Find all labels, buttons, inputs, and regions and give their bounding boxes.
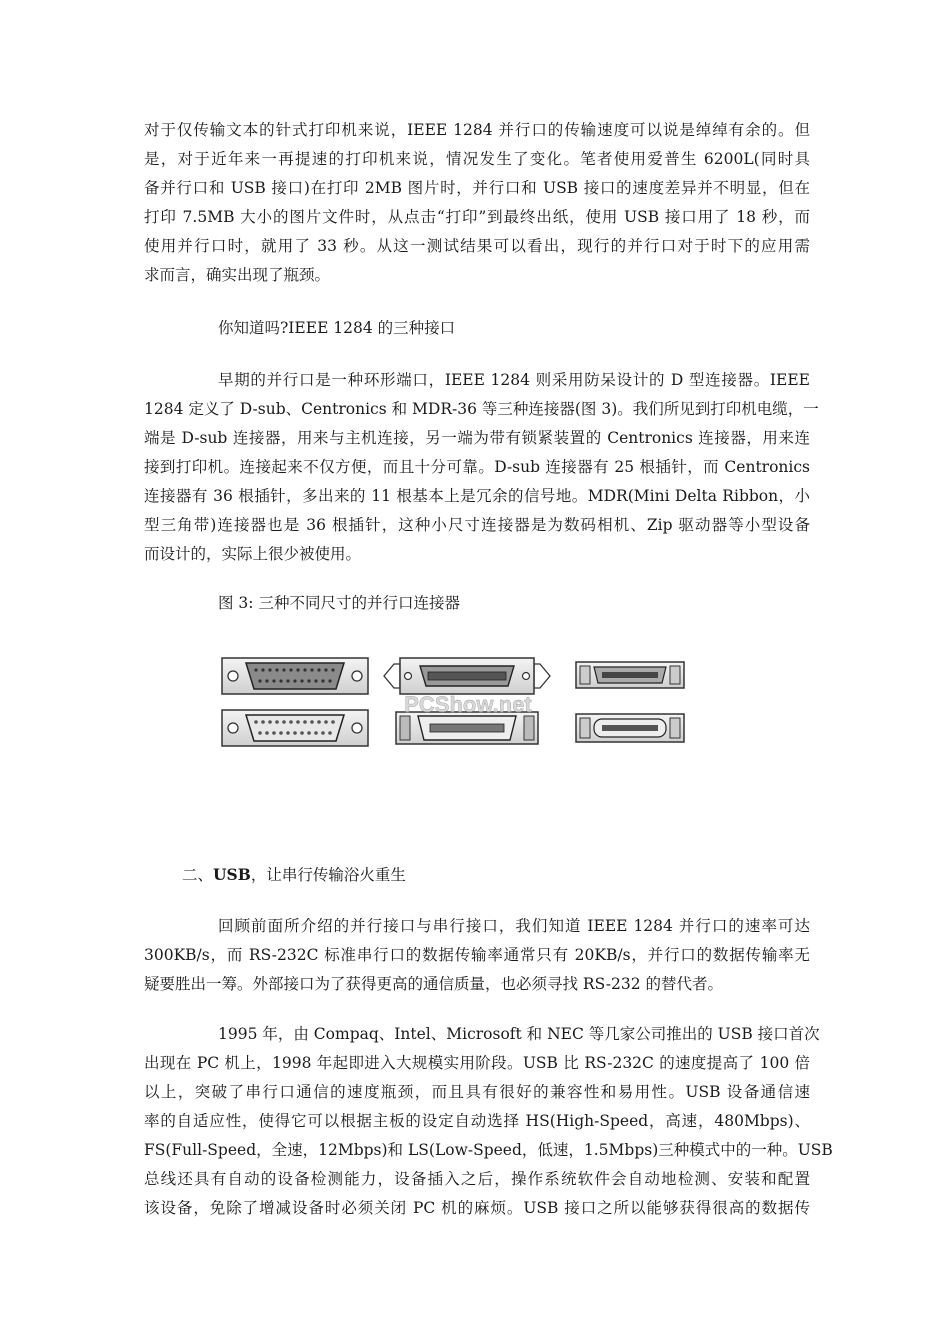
section-prefix: 二、 <box>182 866 214 884</box>
text-line: 该设备，免除了增减设备时必须关闭 PC 机的麻烦。USB 接口之所以能够获得很高的数据传 <box>144 1199 810 1217</box>
paragraph-printer-speed <box>144 116 810 290</box>
text-line: 1284 定义了 D-sub、Centronics 和 MDR-36 等三种连接器(图 3)。我们所见到打印机电缆，一 <box>144 400 819 418</box>
text-line: FS(Full-Speed，全速，12Mbps)和 LS(Low-Speed，低速，1.5Mbps)三种模式中的一种。USB <box>144 1141 833 1159</box>
mdr36-connector-bottom <box>576 714 684 742</box>
text-line: 总线还具有自动的设备检测能力，设备插入之后，操作系统软件会自动地检测、安装和配置 <box>144 1170 810 1188</box>
subheading-did-you-know: 你知道吗?IEEE 1284 的三种接口 <box>218 319 456 337</box>
section-suffix: ，让串行传输浴火重生 <box>250 866 406 884</box>
text-line: 出现在 PC 机上，1998 年起即进入大规模实用阶段。USB 比 RS-232C 的速度提高了 100 倍 <box>144 1054 810 1072</box>
text-line: 率的自适应性，使得它可以根据主板的设定自动选择 HS(High-Speed，高速，480Mbps)、 <box>144 1112 810 1130</box>
mdr36-connector-top <box>576 662 684 688</box>
dsub-connector-bottom <box>222 710 368 746</box>
connectors-figure <box>218 652 696 752</box>
dsub-connector-top <box>222 658 368 694</box>
centronics-connector-top <box>384 658 550 694</box>
text-line: 早期的并行口是一种环形端口，IEEE 1284 则采用防呆设计的 D 型连接器。IEEE <box>218 371 810 389</box>
text-line: 端是 D-sub 连接器，用来与主机连接，另一端为带有锁紧装置的 Centronics 连接器，用来连 <box>144 429 810 447</box>
text-line: 是，对于近年来一再提速的打印机来说，情况发生了变化。笔者使用爱普生 6200L(同时具 <box>144 150 810 168</box>
text-line: 对于仅传输文本的针式打印机来说，IEEE 1284 并行口的传输速度可以说是绰绰有余的。但 <box>144 121 810 139</box>
text-line: 型三角带)连接器也是 36 根插针，这种小尺寸连接器是为数码相机、Zip 驱动器等小型设备 <box>144 516 810 534</box>
paragraph-ieee1284-connectors <box>144 366 819 569</box>
paragraph-serial-vs-parallel <box>144 912 810 999</box>
section-bold-usb: USB <box>213 865 251 884</box>
text-line: 300KB/s，而 RS-232C 标准串行口的数据传输率通常只有 20KB/s，并行口的数据传输率无 <box>144 946 810 964</box>
text-line: 打印 7.5MB 大小的图片文件时，从点击“打印”到最终出纸，使用 USB 接口用了 18 秒，而 <box>144 208 810 226</box>
connectors-illustration <box>218 652 696 752</box>
watermark-text: PCShow.net <box>404 692 532 717</box>
section-heading-usb <box>182 860 406 890</box>
figure-caption: 图 3: 三种不同尺寸的并行口连接器 <box>218 594 460 612</box>
text-line: 使用并行口时，就用了 33 秒。从这一测试结果可以看出，现行的并行口对于时下的应用需 <box>144 237 810 255</box>
paragraph-usb-history <box>144 1020 833 1223</box>
text-line: 而设计的，实际上很少被使用。 <box>144 545 362 563</box>
text-line: 接到打印机。连接起来不仅方便，而且十分可靠。D-sub 连接器有 25 根插针，而 Centronics <box>144 458 810 476</box>
text-line: 以上，突破了串行口通信的速度瓶颈，而且具有很好的兼容性和易用性。USB 设备通信速 <box>144 1083 810 1101</box>
text-line: 疑要胜出一筹。外部接口为了获得更高的通信质量，也必须寻找 RS-232 的替代者。 <box>144 975 724 993</box>
text-line: 1995 年，由 Compaq、Intel、Microsoft 和 NEC 等几家公司推出的 USB 接口首次 <box>218 1025 820 1043</box>
text-line: 求而言，确实出现了瓶颈。 <box>144 266 331 284</box>
text-line: 连接器有 36 根插针，多出来的 11 根基本上是冗余的信号地。MDR(Mini Delta Ribbon，小 <box>144 487 810 505</box>
text-line: 回顾前面所介绍的并行接口与串行接口，我们知道 IEEE 1284 并行口的速率可达 <box>218 917 810 935</box>
text-line: 备并行口和 USB 接口)在打印 2MB 图片时，并行口和 USB 接口的速度差异并不明显，但在 <box>144 179 810 197</box>
